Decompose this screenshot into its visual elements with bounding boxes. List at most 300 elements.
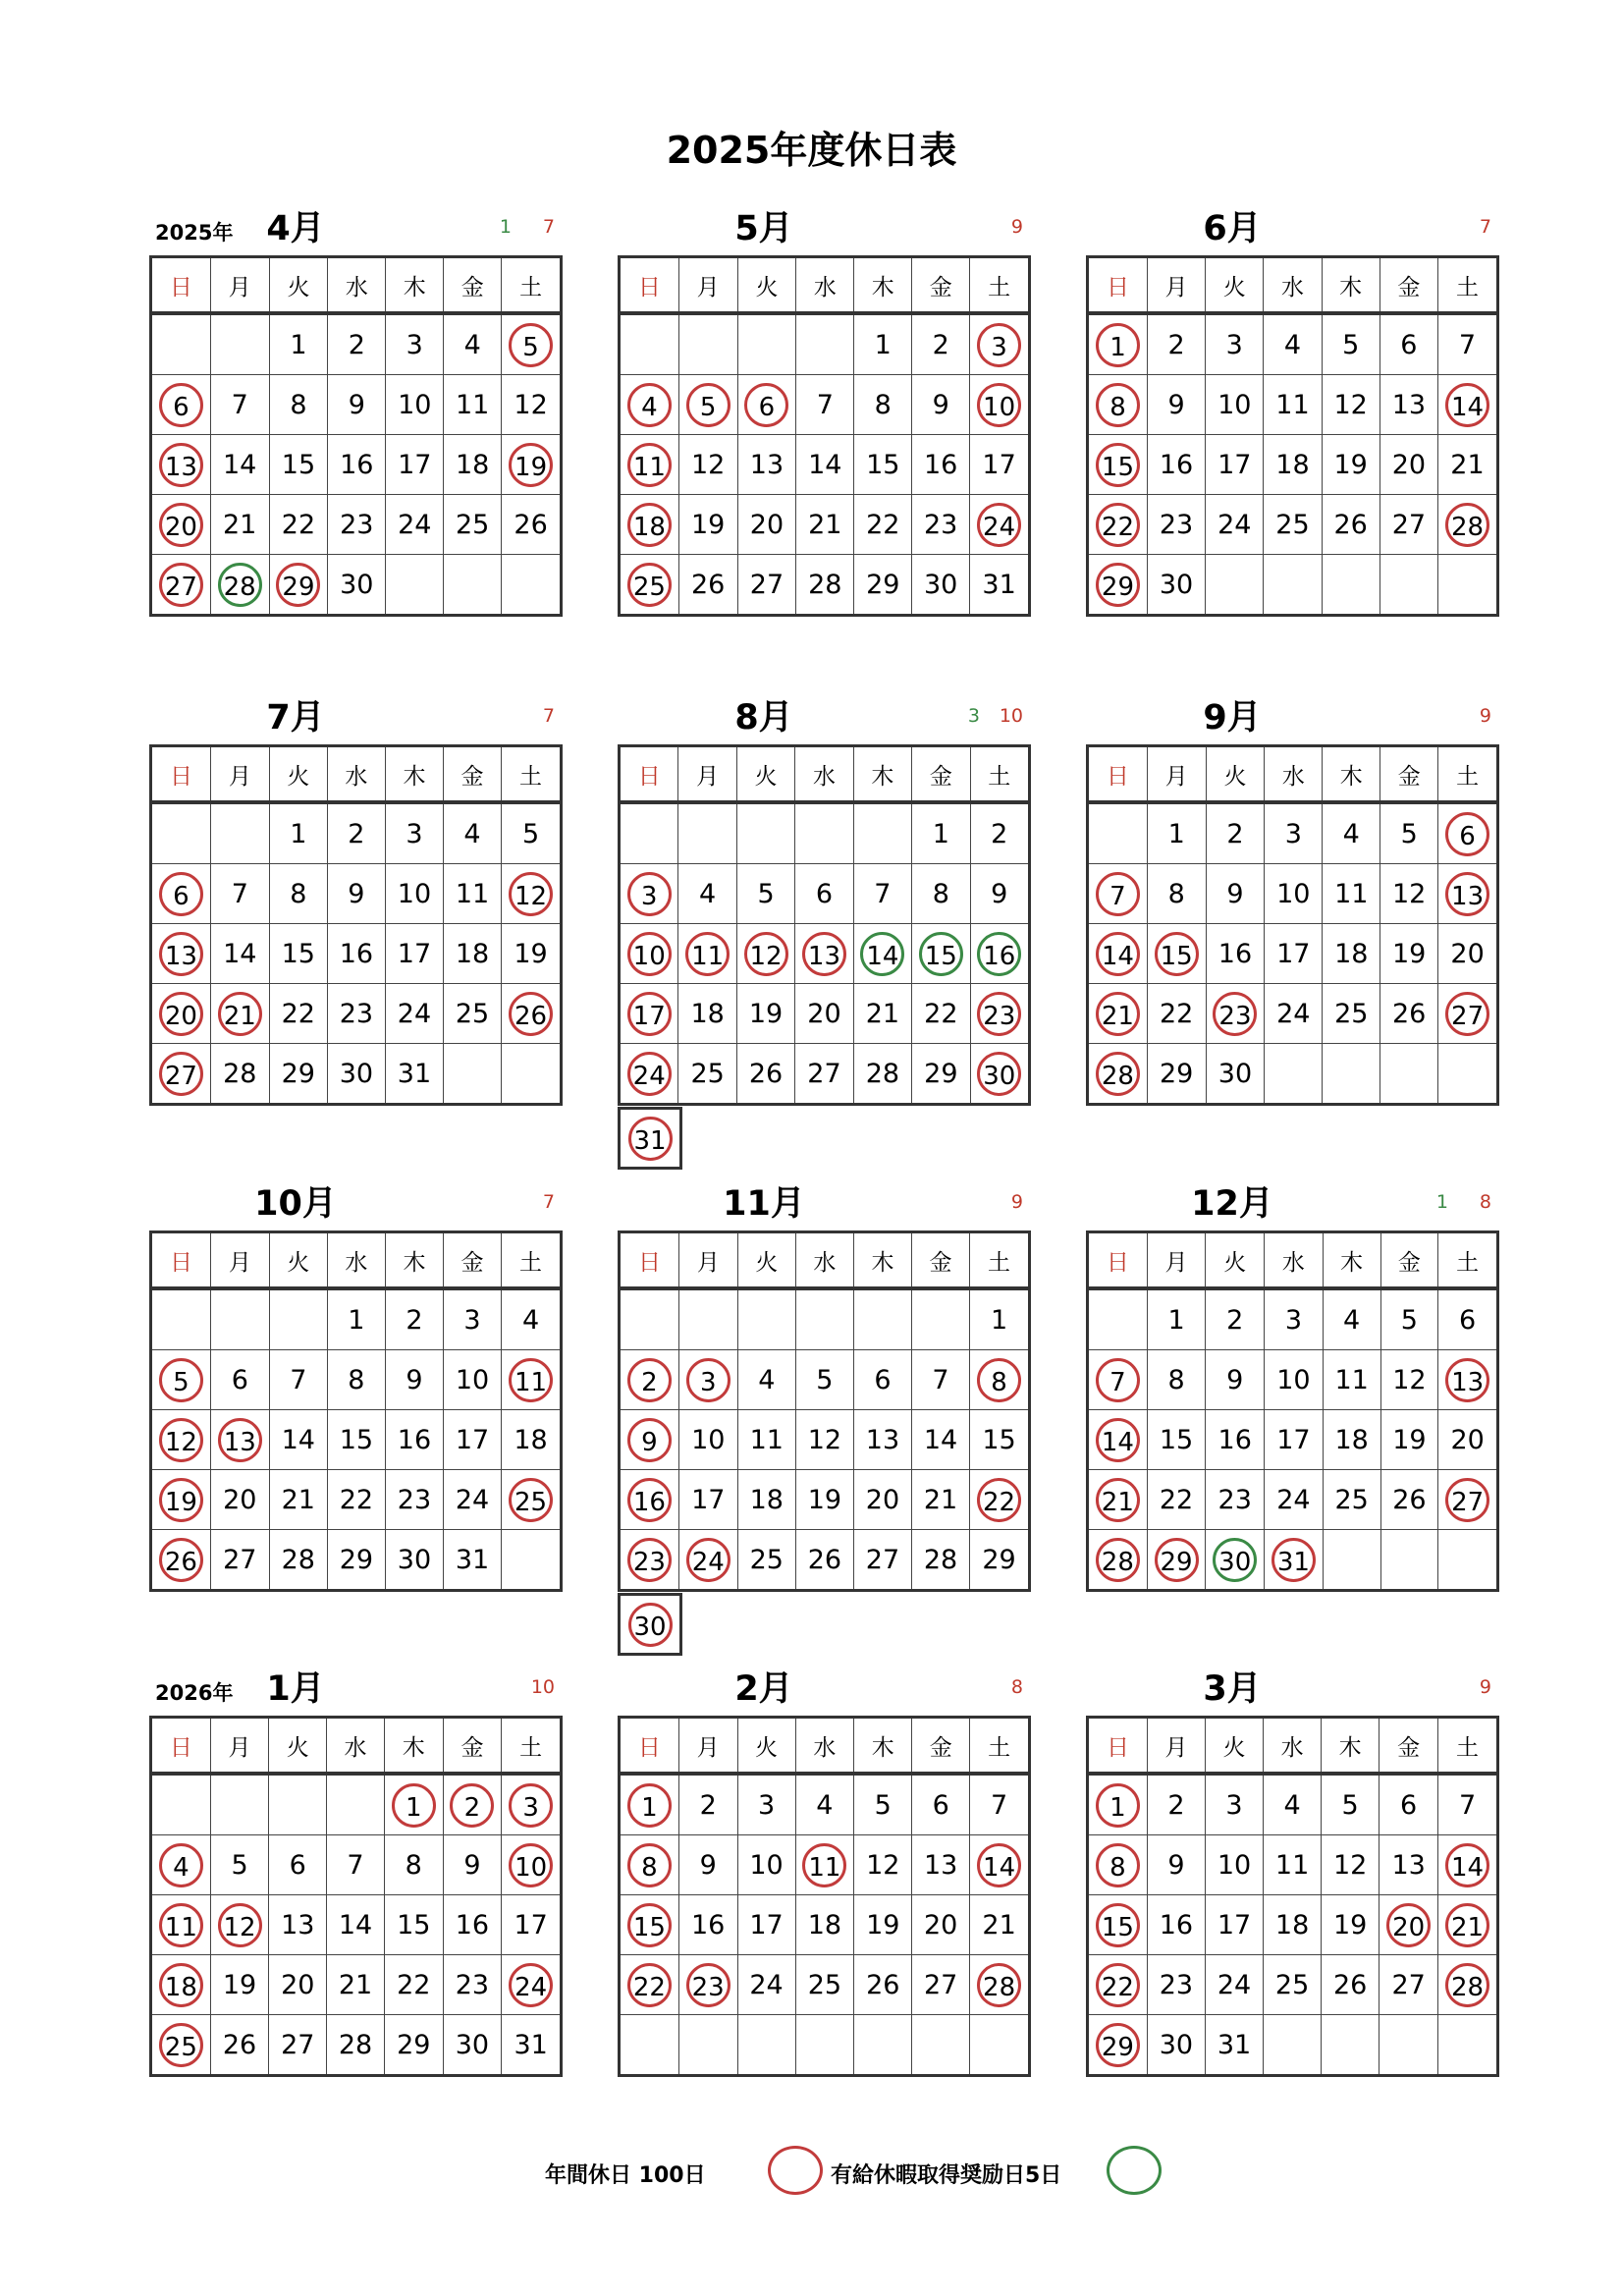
holiday-day: 11	[509, 1358, 553, 1402]
month-table	[149, 1230, 563, 1592]
day-cell: 16	[1206, 1410, 1265, 1470]
day-cell	[970, 984, 1029, 1044]
day-cell	[151, 1955, 211, 2015]
day-cell: 2	[328, 313, 386, 375]
week-row	[1088, 375, 1498, 435]
weekday-label: 土	[970, 1232, 1030, 1289]
day-cell: 14	[269, 1410, 327, 1470]
day-cell: 8	[1147, 864, 1206, 924]
day-cell	[502, 1955, 562, 2015]
day-cell	[620, 1350, 679, 1410]
holiday-day: 7	[1096, 872, 1140, 916]
day-cell: 25	[1264, 1955, 1322, 2015]
month-table	[618, 744, 1031, 1106]
day-cell	[151, 802, 211, 864]
day-cell: 18	[444, 435, 502, 495]
day-cell: 25	[444, 495, 502, 555]
day-cell: 22	[854, 495, 912, 555]
day-cell: 22	[327, 1470, 385, 1530]
day-cell: 28	[210, 1044, 269, 1105]
day-cell: 17	[1265, 924, 1323, 984]
week-row	[151, 313, 562, 375]
holiday-day: 29	[1096, 563, 1140, 607]
day-cell: 3	[385, 802, 443, 864]
holiday-day: 13	[159, 443, 203, 487]
day-cell	[1380, 2015, 1438, 2076]
day-cell	[1438, 1955, 1498, 2015]
holiday-day: 11	[159, 1903, 203, 1947]
day-cell	[502, 1044, 562, 1105]
month-name: 11月	[723, 1184, 805, 1224]
day-cell: 7	[853, 864, 911, 924]
paid-leave-label: 有給休暇取得奨励日5日	[831, 2163, 1062, 2188]
paid-leave-day: 14	[860, 932, 904, 976]
day-cell	[1088, 555, 1148, 616]
holiday-day: 4	[159, 1843, 203, 1887]
month-calendar	[618, 209, 1031, 712]
day-cell	[678, 924, 736, 984]
day-cell	[737, 1288, 795, 1350]
week-row	[1088, 1895, 1498, 1955]
day-cell: 17	[1205, 1895, 1263, 1955]
day-cell	[1088, 1530, 1148, 1591]
day-cell	[1206, 555, 1264, 616]
month-table	[1086, 255, 1499, 617]
day-cell: 6	[853, 1350, 911, 1410]
day-cell: 3	[1265, 1288, 1324, 1350]
weekday-label: 金	[1380, 746, 1438, 803]
day-cell	[210, 1410, 269, 1470]
day-cell: 11	[1264, 1835, 1322, 1895]
day-cell: 1	[912, 802, 970, 864]
day-cell	[210, 1288, 269, 1350]
holiday-day: 5	[159, 1358, 203, 1402]
week-row	[620, 1470, 1030, 1530]
holiday-day: 6	[159, 383, 203, 427]
day-cell	[970, 1955, 1030, 2015]
day-cell	[970, 924, 1029, 984]
month-calendar	[618, 1669, 1031, 2172]
day-cell: 26	[502, 495, 562, 555]
weekday-label: 火	[1206, 257, 1264, 314]
day-cell: 20	[269, 1955, 327, 2015]
day-cell: 30	[1147, 555, 1205, 616]
paid-leave-count: 1	[499, 216, 512, 238]
day-cell	[1088, 1835, 1148, 1895]
day-cell: 1	[854, 313, 912, 375]
holiday-day: 4	[627, 383, 672, 427]
week-row	[151, 984, 562, 1044]
day-cell: 2	[970, 802, 1029, 864]
day-cell	[1380, 1530, 1438, 1591]
day-cell: 7	[327, 1835, 385, 1895]
weekday-label: 水	[1265, 746, 1323, 803]
day-cell: 1	[1147, 1288, 1206, 1350]
day-cell	[1088, 802, 1148, 864]
day-cell: 17	[385, 924, 443, 984]
holiday-day: 27	[159, 1052, 203, 1096]
weekday-label: 月	[678, 1232, 737, 1289]
weekday-label: 水	[1265, 1232, 1324, 1289]
day-cell: 9	[1206, 864, 1265, 924]
day-cell: 1	[970, 1288, 1030, 1350]
day-cell: 11	[1264, 375, 1322, 435]
overflow-day	[618, 1107, 682, 1170]
holiday-day: 23	[627, 1538, 672, 1582]
day-cell	[210, 984, 269, 1044]
day-cell: 5	[1322, 1774, 1380, 1835]
weekday-header	[1088, 746, 1498, 803]
weekday-header	[1088, 257, 1498, 314]
day-cell: 9	[678, 1835, 737, 1895]
day-cell: 2	[912, 313, 970, 375]
weekday-label: 日	[620, 746, 678, 803]
day-cell: 4	[1264, 1774, 1322, 1835]
holiday-day: 23	[1213, 992, 1257, 1036]
holiday-day: 15	[1096, 1903, 1140, 1947]
holiday-day: 22	[1096, 1963, 1140, 2007]
holiday-day: 24	[686, 1538, 730, 1582]
day-cell	[620, 2015, 679, 2076]
day-cell: 7	[210, 375, 269, 435]
day-cell: 21	[911, 1470, 969, 1530]
day-cell: 4	[795, 1774, 854, 1835]
day-cell: 17	[386, 435, 444, 495]
day-cell: 29	[970, 1530, 1030, 1591]
day-cell	[210, 1774, 269, 1835]
holiday-day: 5	[686, 383, 730, 427]
month-name: 3月	[1203, 1669, 1262, 1709]
day-cell	[1088, 1470, 1148, 1530]
day-cell	[1088, 495, 1148, 555]
day-cell	[384, 1774, 443, 1835]
day-cell	[502, 1350, 562, 1410]
day-cell	[151, 1410, 211, 1470]
day-cell: 5	[736, 864, 794, 924]
weekday-label: 木	[1323, 1232, 1380, 1289]
day-cell: 14	[210, 924, 269, 984]
holiday-day: 2	[627, 1358, 672, 1402]
day-cell	[912, 2015, 970, 2076]
day-cell: 21	[269, 1470, 327, 1530]
day-cell	[1380, 1895, 1438, 1955]
day-cell: 5	[210, 1835, 269, 1895]
day-cell	[736, 802, 794, 864]
holiday-day: 2	[450, 1783, 494, 1828]
day-cell: 26	[678, 555, 737, 616]
day-cell: 30	[912, 555, 970, 616]
holiday-day: 8	[1096, 383, 1140, 427]
day-cell: 31	[970, 555, 1030, 616]
day-cell: 29	[1147, 1044, 1206, 1105]
week-row	[620, 555, 1030, 616]
weekday-label: 水	[1264, 1718, 1322, 1775]
month-name: 10月	[254, 1184, 337, 1224]
week-row	[151, 555, 562, 616]
week-row	[620, 435, 1030, 495]
day-cell: 25	[678, 1044, 736, 1105]
day-cell: 12	[1380, 1350, 1438, 1410]
day-cell: 12	[795, 1410, 853, 1470]
day-cell	[620, 1595, 681, 1655]
day-cell	[620, 1955, 679, 2015]
weekday-header	[1088, 1232, 1498, 1289]
weekday-label: 日	[620, 1718, 679, 1775]
day-cell: 23	[1206, 1470, 1265, 1530]
day-cell: 12	[854, 1835, 912, 1895]
day-cell: 13	[269, 1895, 327, 1955]
day-cell: 1	[327, 1288, 385, 1350]
day-cell	[1147, 1530, 1206, 1591]
day-cell: 8	[384, 1835, 443, 1895]
weekday-header	[151, 257, 562, 314]
weekday-label: 金	[912, 746, 970, 803]
paid-leave-day: 28	[218, 563, 262, 607]
day-cell: 19	[854, 1895, 912, 1955]
day-cell	[1088, 313, 1148, 375]
day-cell: 31	[443, 1530, 501, 1591]
day-cell: 9	[912, 375, 970, 435]
day-cell	[502, 1470, 562, 1530]
weekday-label: 火	[737, 1232, 795, 1289]
day-cell: 14	[327, 1895, 385, 1955]
month-table	[618, 255, 1031, 617]
day-cell: 14	[796, 435, 854, 495]
day-cell: 10	[1265, 1350, 1324, 1410]
holiday-day: 23	[686, 1963, 730, 2007]
day-cell	[620, 1288, 679, 1350]
day-cell: 7	[911, 1350, 969, 1410]
day-cell	[1088, 375, 1148, 435]
day-cell: 23	[443, 1955, 502, 2015]
day-cell	[151, 1895, 211, 1955]
holiday-count: 10	[530, 1676, 555, 1698]
weekday-label: 土	[970, 257, 1030, 314]
holiday-day: 13	[218, 1418, 262, 1462]
day-cell: 22	[1147, 984, 1206, 1044]
weekday-label: 火	[1206, 746, 1265, 803]
day-cell: 28	[327, 2015, 385, 2076]
holiday-day: 14	[1445, 1843, 1489, 1887]
weekday-label: 日	[620, 1232, 679, 1289]
month-name: 7月	[266, 698, 325, 738]
paid-leave-day: 30	[1213, 1538, 1257, 1582]
day-cell	[1264, 2015, 1322, 2076]
holiday-day: 29	[1096, 2023, 1140, 2067]
day-cell: 25	[1264, 495, 1322, 555]
day-cell	[1438, 2015, 1498, 2076]
day-cell: 7	[1437, 313, 1497, 375]
weekday-label: 水	[796, 257, 854, 314]
holiday-day: 28	[977, 1963, 1021, 2007]
holiday-count: 7	[1479, 216, 1491, 238]
day-cell	[1265, 1530, 1324, 1591]
day-cell: 28	[269, 1530, 327, 1591]
day-cell	[269, 1774, 327, 1835]
holiday-day: 24	[627, 1052, 672, 1096]
day-cell: 23	[327, 984, 385, 1044]
day-cell	[620, 435, 679, 495]
day-cell	[210, 1895, 269, 1955]
day-cell: 21	[327, 1955, 385, 2015]
holiday-count: 8	[1479, 1191, 1491, 1213]
day-cell	[854, 2015, 912, 2076]
weekday-label: 月	[1147, 746, 1206, 803]
day-cell: 9	[327, 864, 385, 924]
holiday-day: 13	[159, 932, 203, 976]
day-cell	[1264, 555, 1322, 616]
day-cell: 27	[1380, 1955, 1438, 2015]
weekday-label: 水	[327, 746, 385, 803]
week-row	[620, 1595, 681, 1655]
day-cell: 19	[502, 924, 562, 984]
month-table	[618, 1230, 1031, 1592]
holiday-day: 1	[1096, 1783, 1140, 1828]
day-cell: 5	[1322, 313, 1380, 375]
weekday-label: 木	[1323, 746, 1380, 803]
holiday-day: 8	[627, 1843, 672, 1887]
day-cell: 6	[1380, 1774, 1438, 1835]
day-cell: 8	[912, 864, 970, 924]
week-row	[620, 802, 1030, 864]
day-cell: 11	[443, 864, 501, 924]
day-cell: 13	[737, 435, 796, 495]
month-name: 4月	[266, 209, 325, 248]
day-cell: 6	[269, 1835, 327, 1895]
day-cell: 9	[1147, 1835, 1205, 1895]
week-row	[620, 2015, 1030, 2076]
day-cell: 27	[269, 2015, 327, 2076]
holiday-day: 12	[159, 1418, 203, 1462]
day-cell: 22	[912, 984, 970, 1044]
holiday-day: 21	[1445, 1903, 1489, 1947]
day-cell	[620, 313, 679, 375]
weekday-label: 水	[795, 1718, 854, 1775]
day-cell: 21	[796, 495, 854, 555]
weekday-header	[620, 257, 1030, 314]
day-cell	[151, 864, 211, 924]
holiday-day: 5	[509, 323, 553, 367]
holiday-count: 9	[1479, 1676, 1491, 1698]
week-row	[151, 1895, 562, 1955]
day-cell	[620, 1410, 679, 1470]
day-cell: 13	[1380, 375, 1437, 435]
holiday-day: 11	[627, 443, 672, 487]
day-cell: 19	[1322, 1895, 1380, 1955]
day-cell: 10	[678, 1410, 737, 1470]
day-cell: 4	[444, 313, 502, 375]
weekday-label: 水	[328, 257, 386, 314]
weekday-label: 月	[1147, 1718, 1205, 1775]
week-row	[1088, 984, 1498, 1044]
day-cell: 26	[1380, 984, 1438, 1044]
day-cell: 21	[970, 1895, 1030, 1955]
day-cell	[1438, 864, 1498, 924]
day-cell	[1147, 924, 1206, 984]
week-row	[151, 924, 562, 984]
weekday-label: 日	[151, 1232, 211, 1289]
week-row	[620, 1955, 1030, 2015]
week-row	[620, 313, 1030, 375]
day-cell	[443, 1774, 502, 1835]
overflow-day	[618, 1593, 682, 1656]
day-cell	[796, 313, 854, 375]
day-cell: 19	[1322, 435, 1380, 495]
day-cell	[151, 1044, 211, 1105]
week-row	[1088, 313, 1498, 375]
day-cell: 27	[795, 1044, 853, 1105]
day-cell	[970, 495, 1030, 555]
holiday-day: 15	[1096, 443, 1140, 487]
day-cell: 24	[1265, 1470, 1324, 1530]
holiday-day: 9	[627, 1418, 672, 1462]
weekday-label: 金	[912, 1718, 970, 1775]
weekday-label: 火	[269, 1232, 327, 1289]
day-cell	[502, 435, 562, 495]
day-cell: 12	[1380, 864, 1438, 924]
week-row	[151, 1835, 562, 1895]
week-row	[151, 1470, 562, 1530]
weekday-label: 木	[854, 257, 912, 314]
day-cell	[151, 984, 211, 1044]
week-row	[1088, 1835, 1498, 1895]
day-cell: 2	[1147, 1774, 1205, 1835]
month-table	[149, 255, 563, 617]
day-cell	[795, 2015, 854, 2076]
weekday-header	[151, 1718, 562, 1775]
day-cell	[1206, 984, 1265, 1044]
day-cell	[678, 375, 737, 435]
day-cell: 18	[1323, 924, 1380, 984]
day-cell	[1088, 1288, 1148, 1350]
week-row	[151, 435, 562, 495]
week-row	[1088, 924, 1498, 984]
day-cell	[853, 924, 911, 984]
holiday-day: 24	[977, 503, 1021, 547]
day-cell	[1088, 984, 1148, 1044]
day-cell	[620, 1774, 679, 1835]
week-row	[1088, 555, 1498, 616]
day-cell: 3	[443, 1288, 501, 1350]
weekday-label: 土	[1437, 257, 1497, 314]
week-row	[1088, 1470, 1498, 1530]
day-cell	[678, 313, 737, 375]
day-cell	[1380, 1044, 1438, 1105]
day-cell	[620, 1044, 678, 1105]
week-row	[1088, 1044, 1498, 1105]
holiday-day: 6	[159, 872, 203, 916]
weekday-label: 木	[386, 257, 444, 314]
weekday-label: 火	[1206, 1232, 1265, 1289]
day-cell: 6	[912, 1774, 970, 1835]
month-table	[618, 1716, 1031, 2077]
weekday-label: 木	[384, 1718, 443, 1775]
day-cell	[151, 555, 211, 616]
day-cell: 21	[210, 495, 269, 555]
day-cell: 29	[269, 1044, 327, 1105]
day-cell: 23	[1147, 495, 1205, 555]
day-cell: 8	[327, 1350, 385, 1410]
day-cell	[210, 802, 269, 864]
day-cell: 15	[1147, 1410, 1206, 1470]
day-cell: 16	[1206, 924, 1265, 984]
day-cell: 17	[1206, 435, 1264, 495]
holiday-day: 20	[159, 992, 203, 1036]
legend	[0, 2146, 1623, 2205]
day-cell: 12	[678, 435, 737, 495]
day-cell: 17	[678, 1470, 737, 1530]
day-cell: 19	[736, 984, 794, 1044]
